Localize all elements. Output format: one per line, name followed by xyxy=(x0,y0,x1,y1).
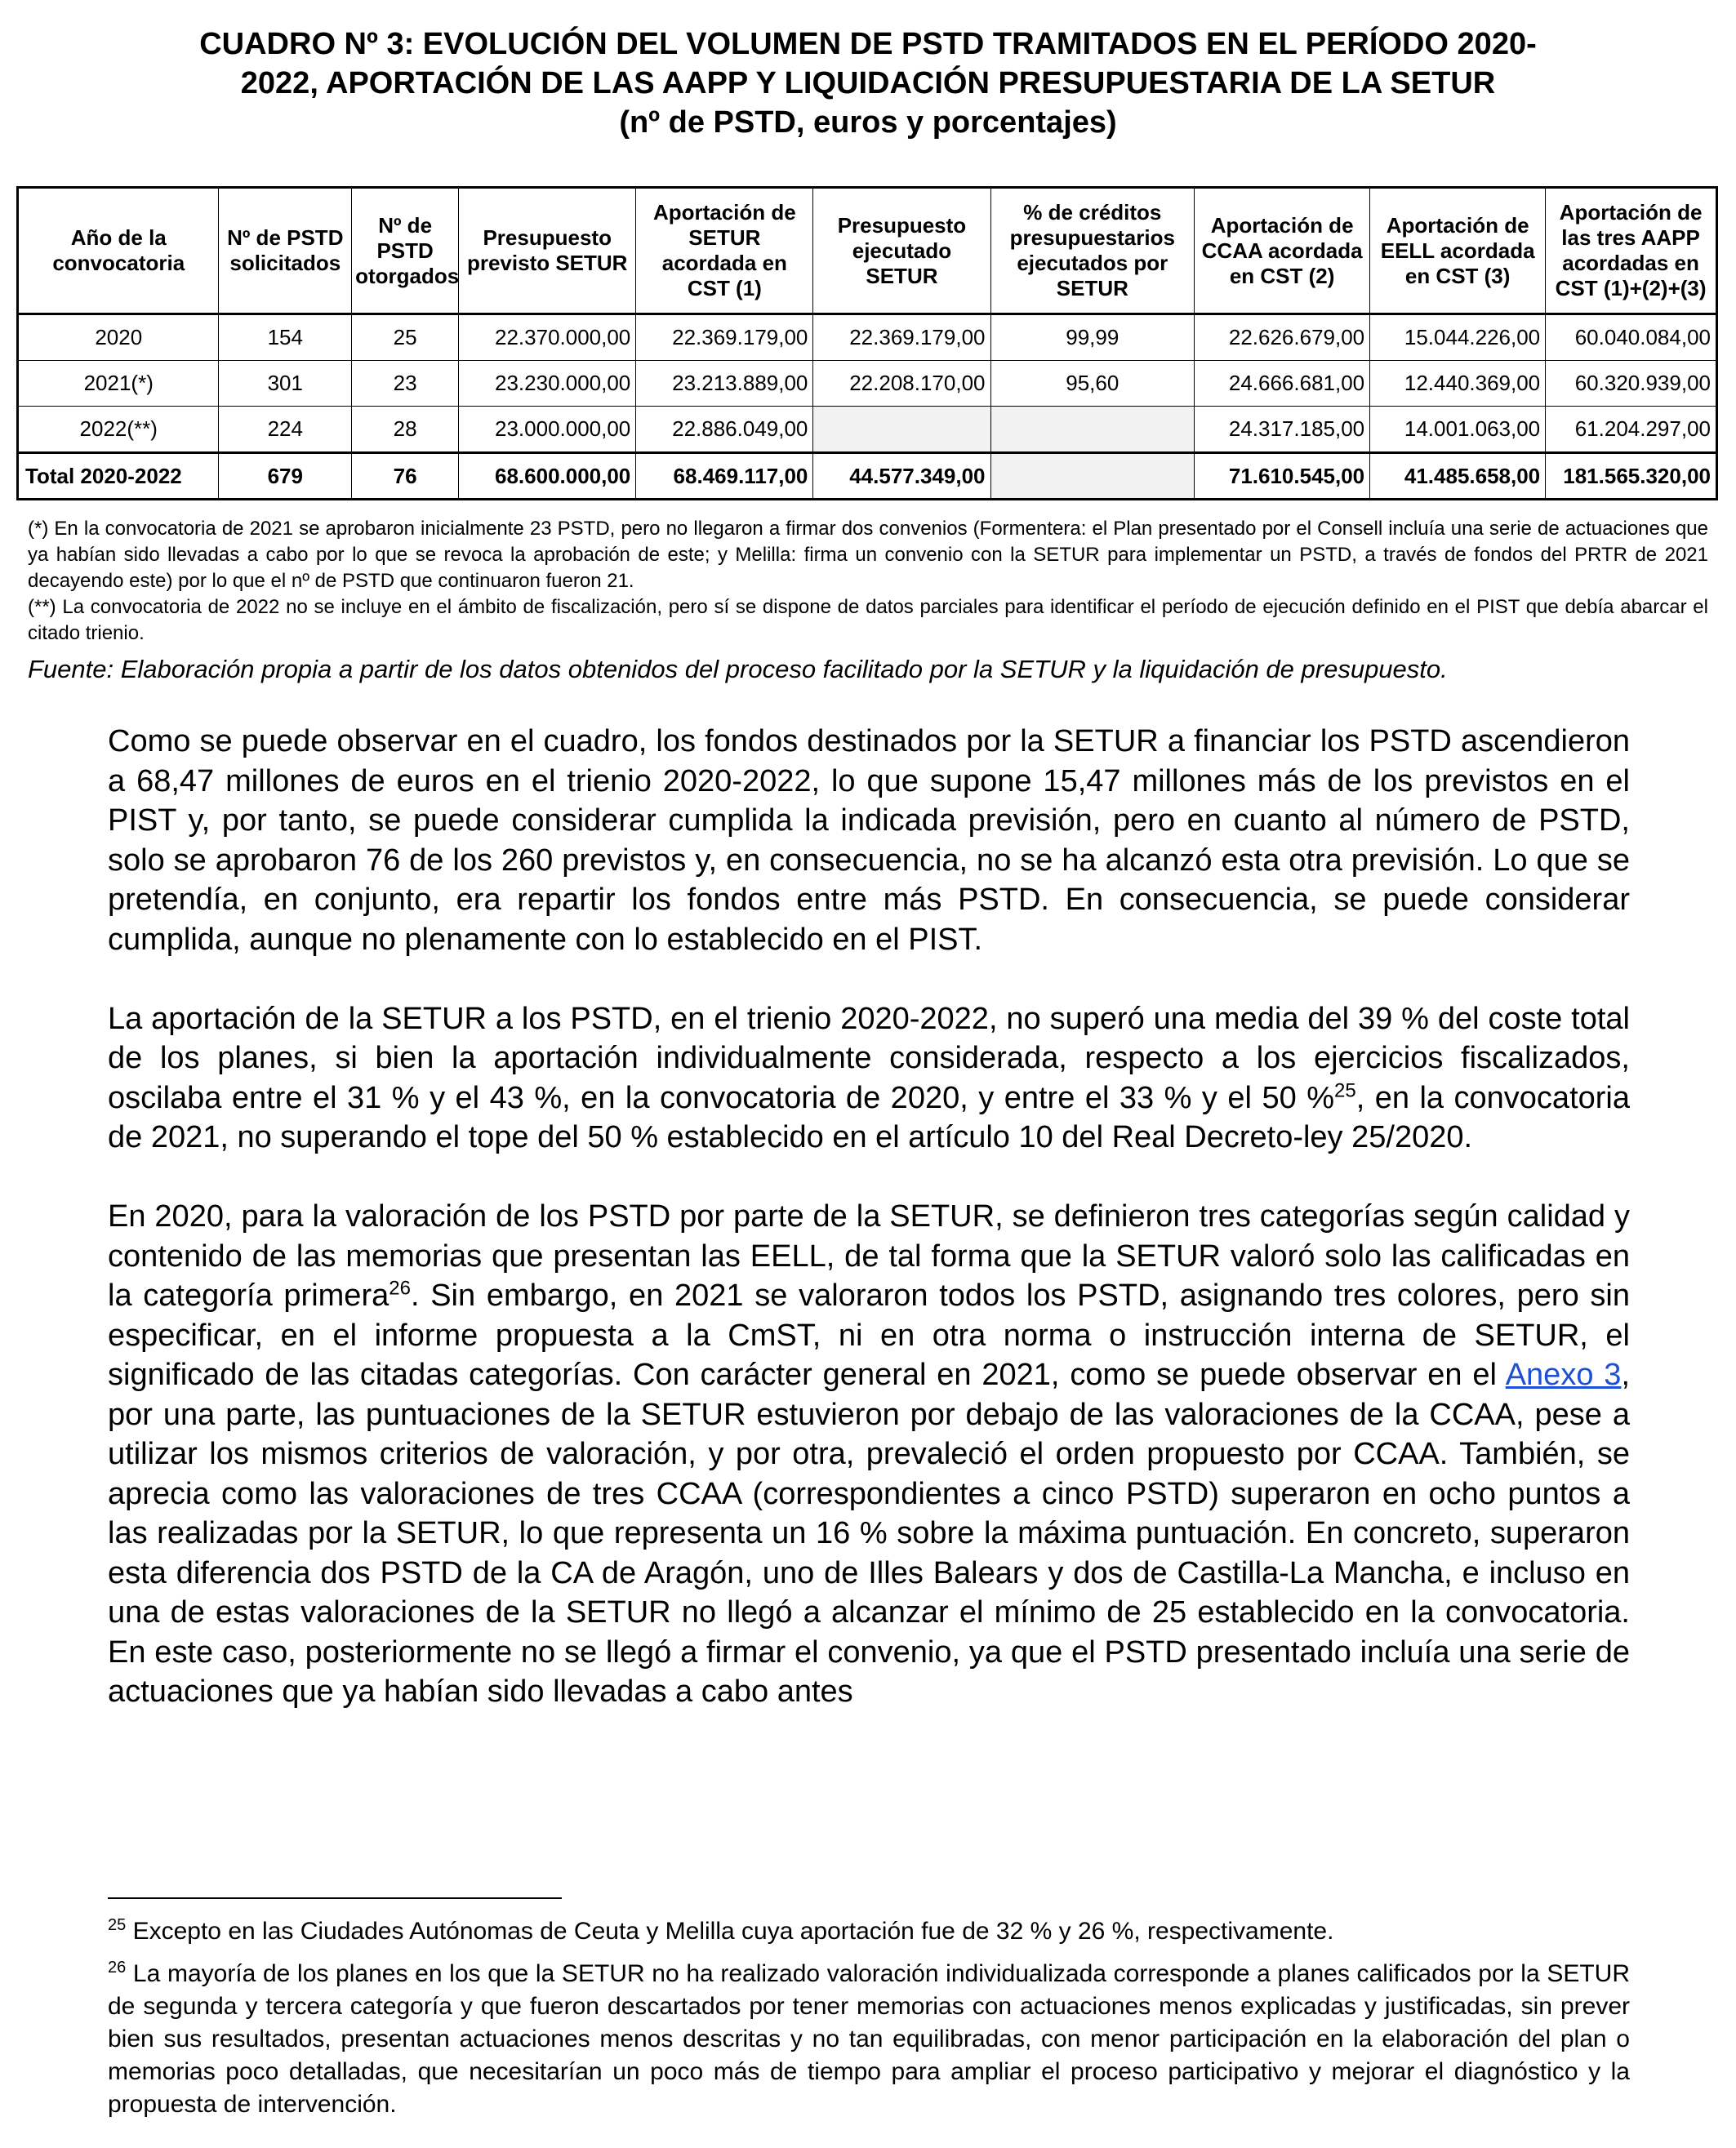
pstd-table xyxy=(16,186,1718,500)
header-cell: Aportación de EELL acordada en CST (3) xyxy=(1370,188,1546,314)
paragraph-3 xyxy=(108,1197,1630,1712)
header-cell: Nº de PSTD solicitados xyxy=(219,188,352,314)
table-title xyxy=(0,24,1736,142)
table-row xyxy=(18,314,1717,361)
table-cell: 23.000.000,00 xyxy=(459,407,636,453)
table-cell: 181.565.320,00 xyxy=(1546,453,1717,500)
header-cell: Presupuesto ejecutado SETUR xyxy=(813,188,990,314)
paragraph-3-text-c: , por una parte, las puntuaciones de la SETUR estuvieron por debajo de las valoraciones de la CCAA, pese a utilizar los mismos criterios de valoración, y por otra, prevaleció el orden propuesto por CCAA. También, se aprecia como las valoraciones de tres CCAA (correspondientes a cinco PSTD) superaron en ocho puntos a las realizadas por la SETUR, lo que representa un 16 % sobre la máxima puntuación. En concreto, superaron esta diferencia dos PSTD de la CA de Aragón, uno de Illes Balears y dos de Castilla-La Mancha, e incluso en una de estas valoraciones de la SETUR no llegó a alcanzar el mínimo de 25 establecido en la convocatoria. En este caso, posteriormente no se llegó a firmar el convenio, ya que el PSTD presentado incluía una serie de actuaciones que ya habían sido llevadas a cabo antes xyxy=(108,1358,1630,1709)
table-total-row xyxy=(18,453,1717,500)
header-cell: Aportación de SETUR acordada en CST (1) xyxy=(636,188,813,314)
table-cell: 22.626.679,00 xyxy=(1195,314,1370,361)
table-cell: 25 xyxy=(352,314,459,361)
table-cell-empty xyxy=(990,407,1195,453)
footnote-25-number: 25 xyxy=(108,1916,127,1934)
paragraph-2-text-b: , en la convocatoria de 2021, no superando el tope del 50 % establecido en el artículo 10 del Real Decreto-ley 25/2020. xyxy=(108,1080,1630,1154)
table-cell-empty xyxy=(990,453,1195,500)
footnotes xyxy=(108,1915,1630,2131)
table-note-1: (*) En la convocatoria de 2021 se aprobaron inicialmente 23 PSTD, pero no llegaron a firmar dos convenios (Formentera: el Plan presentado por el Consell incluía una serie de actuaciones que ya habían sido llevadas a cabo por lo que se revoca la aprobación de este; y Melilla: firma un convenio con la SETUR para implementar un PSTD, a través de fondos del PRTR de 2021 decayendo este) por lo que el nº de PSTD que continuaron fueron 21. xyxy=(28,518,1708,592)
table-cell: 2021(*) xyxy=(18,361,219,407)
table-cell: 15.044.226,00 xyxy=(1370,314,1546,361)
table-row xyxy=(18,361,1717,407)
paragraph-3-text-a: En 2020, para la valoración de los PSTD por parte de la SETUR, se definieron tres categorías según calidad y contenido de las memorias que presentan las EELL, de tal forma que la SETUR valoró solo las calificadas en la categoría primera xyxy=(108,1199,1630,1313)
header-cell: Presupuesto previsto SETUR xyxy=(459,188,636,314)
paragraph-3-text-b: . Sin embargo, en 2021 se valoraron todos los PSTD, asignando tres colores, pero sin especificar, en el informe propuesta a la CmST, ni en otra norma o instrucción interna de SETUR, el significado de las citadas categorías. Con carácter general en 2021, como se puede observar en el xyxy=(108,1279,1631,1392)
body-text xyxy=(108,722,1630,1751)
table-cell: 679 xyxy=(219,453,352,500)
anexo-3-link[interactable]: Anexo 3 xyxy=(1505,1358,1622,1392)
header-cell: Nº de PSTD otorgados xyxy=(352,188,459,314)
table-cell-empty xyxy=(813,407,990,453)
table-cell: 60.040.084,00 xyxy=(1546,314,1717,361)
title-line-1: CUADRO Nº 3: EVOLUCIÓN DEL VOLUMEN DE PSTD TRAMITADOS EN EL PERÍODO 2020- xyxy=(199,27,1537,61)
table-cell: 60.320.939,00 xyxy=(1546,361,1717,407)
footnote-25-text: Excepto en las Ciudades Autónomas de Ceuta y Melilla cuya aportación fue de 32 % y 26 %, respectivamente. xyxy=(126,1918,1334,1945)
table-cell: 2020 xyxy=(18,314,219,361)
table-cell: 2022(**) xyxy=(18,407,219,453)
table-cell: 71.610.545,00 xyxy=(1195,453,1370,500)
header-cell: Aportación de las tres AAPP acordadas en CST (1)+(2)+(3) xyxy=(1546,188,1717,314)
table-notes xyxy=(28,516,1708,647)
table-cell: 22.369.179,00 xyxy=(813,314,990,361)
table-cell: 95,60 xyxy=(990,361,1195,407)
table-cell: 68.600.000,00 xyxy=(459,453,636,500)
table-cell: 23.213.889,00 xyxy=(636,361,813,407)
table-cell: 99,99 xyxy=(990,314,1195,361)
footnote-26-text: La mayoría de los planes en los que la SETUR no ha realizado valoración individualizada corresponde a planes calificados por la SETUR de segunda y tercera categoría y que fueron descartados por tener memorias con actuaciones menos explicadas y justificadas, sin prever bien sus resultados, presentan actuaciones menos descritas y no tan equilibradas, con menor participación en la elaboración del plan o memorias poco detalladas, que necesitarían un poco más de tiempo para ampliar el proceso participativo y mejorar el diagnóstico y la propuesta de intervención. xyxy=(108,1960,1630,2118)
title-line-2: 2022, APORTACIÓN DE LAS AAPP Y LIQUIDACIÓN PRESUPUESTARIA DE LA SETUR xyxy=(240,66,1496,100)
table-cell: 154 xyxy=(219,314,352,361)
table-source: Fuente: Elaboración propia a partir de los datos obtenidos del proceso facilitado por la SETUR y la liquidación de presupuesto. xyxy=(28,655,1448,683)
table-cell: 301 xyxy=(219,361,352,407)
footnote-ref-25[interactable]: 25 xyxy=(1333,1078,1356,1101)
paragraph-1: Como se puede observar en el cuadro, los fondos destinados por la SETUR a financiar los PSTD ascendieron a 68,47 millones de euros en el trienio 2020-2022, lo que supone 15,47 millones más de los previstos en el PIST y, por tanto, se puede considerar cumplida la indicada previsión, pero en cuanto al número de PSTD, solo se aprobaron 76 de los 260 previstos y, en consecuencia, no se ha alcanzó esta otra previsión. Lo que se pretendía, en conjunto, era repartir los fondos entre más PSTD. En consecuencia, se puede considerar cumplida, aunque no plenamente con lo establecido en el PIST. xyxy=(108,724,1630,957)
table-cell: 22.370.000,00 xyxy=(459,314,636,361)
paragraph-2-text-a: La aportación de la SETUR a los PSTD, en el trienio 2020-2022, no superó una media del 39 % del coste total de los planes, si bien la aportación individualmente considerada, respecto a los ejercicios fiscalizados, oscilaba entre el 31 % y el 43 %, en la convocatoria de 2020, y entre el 33 % y el 50 % xyxy=(108,1001,1630,1115)
table-cell: 22.886.049,00 xyxy=(636,407,813,453)
header-cell: Año de la convocatoria xyxy=(18,188,219,314)
table-cell: 61.204.297,00 xyxy=(1546,407,1717,453)
title-line-3: (nº de PSTD, euros y porcentajes) xyxy=(619,105,1117,140)
footnote-ref-26[interactable]: 26 xyxy=(389,1277,411,1300)
header-cell: % de créditos presupuestarios ejecutados por SETUR xyxy=(990,188,1195,314)
paragraph-2 xyxy=(108,999,1630,1158)
table-cell: 28 xyxy=(352,407,459,453)
table-cell: 76 xyxy=(352,453,459,500)
total-label: Total 2020-2022 xyxy=(18,453,219,500)
header-cell: Aportación de CCAA acordada en CST (2) xyxy=(1195,188,1370,314)
table-cell: 41.485.658,00 xyxy=(1370,453,1546,500)
table-cell: 68.469.117,00 xyxy=(636,453,813,500)
table-cell: 12.440.369,00 xyxy=(1370,361,1546,407)
table-cell: 224 xyxy=(219,407,352,453)
table-cell: 23 xyxy=(352,361,459,407)
table-cell: 24.317.185,00 xyxy=(1195,407,1370,453)
table-note-2: (**) La convocatoria de 2022 no se incluye en el ámbito de fiscalización, pero sí se dispone de datos parciales para identificar el período de ejecución definido en el PIST que debía abarcar el citado trienio. xyxy=(28,596,1708,644)
table-row xyxy=(18,407,1717,453)
table-cell: 14.001.063,00 xyxy=(1370,407,1546,453)
footnote-25 xyxy=(108,1915,1630,1948)
footnote-separator xyxy=(108,1897,562,1899)
table-cell: 24.666.681,00 xyxy=(1195,361,1370,407)
footnote-26-number: 26 xyxy=(108,1959,127,1977)
table-cell: 44.577.349,00 xyxy=(813,453,990,500)
table-cell: 22.369.179,00 xyxy=(636,314,813,361)
table-cell: 23.230.000,00 xyxy=(459,361,636,407)
table-cell: 22.208.170,00 xyxy=(813,361,990,407)
table-header-row xyxy=(18,188,1717,314)
footnote-26 xyxy=(108,1958,1630,2121)
